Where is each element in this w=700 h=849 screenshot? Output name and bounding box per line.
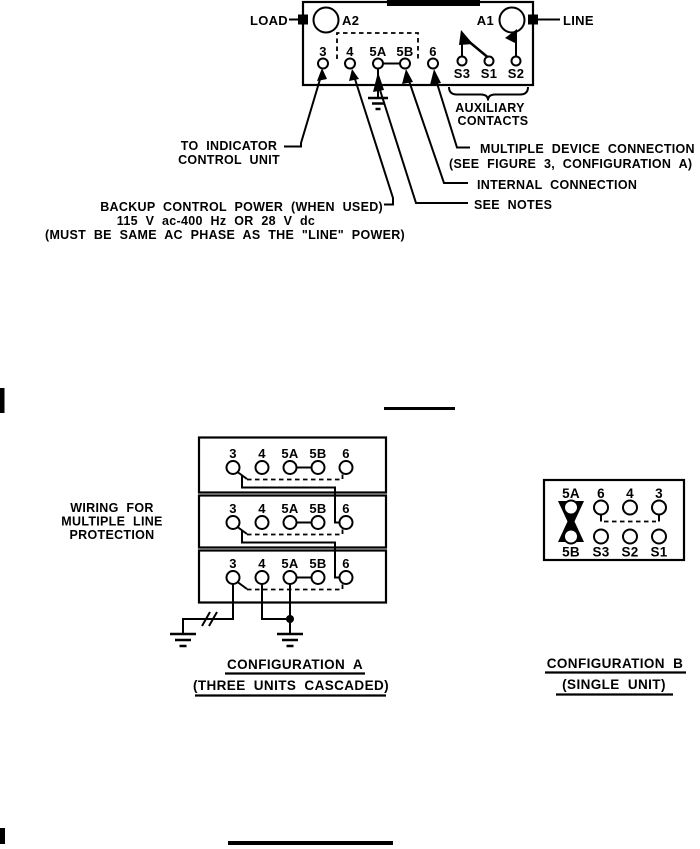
unit2-terminal-4-label: 4	[258, 501, 266, 516]
terminal-6-circle	[428, 59, 438, 69]
unit3-terminal-6-label: 6	[342, 556, 350, 571]
unit2-terminal-3-circle	[227, 516, 240, 529]
ground-symbol-right-icon	[277, 634, 303, 646]
ground-symbol-left-icon	[170, 634, 196, 646]
terminal-5b-label: 5B	[396, 44, 414, 59]
terminal-s2-label: S2	[507, 66, 525, 81]
line-arrow-icon	[528, 15, 538, 25]
terminal-s1-circle	[485, 57, 494, 66]
multiple-device-leader-arrow-icon	[430, 69, 441, 85]
unit1-terminal-5b-circle	[312, 461, 325, 474]
aux-contacts-brace	[449, 87, 528, 101]
unit1-terminal-6-label: 6	[342, 446, 350, 461]
ground-wire-from-3	[183, 584, 233, 633]
unit3-ground-wiring	[170, 584, 303, 646]
terminal-3-circle	[318, 59, 328, 69]
backup-leader-line	[354, 76, 393, 205]
configuration-b-diagram	[544, 480, 686, 695]
b-terminal-5b-label: 5B	[562, 544, 580, 560]
indicator-callout-line2: CONTROL UNIT	[178, 153, 280, 167]
unit2-terminal-5b-label: 5B	[309, 501, 327, 516]
unit3-terminal-5b-label: 5B	[309, 556, 327, 571]
unit2-terminal-3-label: 3	[229, 501, 237, 516]
b-terminal-6-circle	[594, 501, 608, 515]
unit1-terminal-5a-label: 5A	[281, 446, 299, 461]
b-terminal-4-label: 4	[626, 486, 634, 501]
unit2-terminal-5a-label: 5A	[281, 501, 299, 516]
wiring-side-label-line3: PROTECTION	[69, 528, 155, 542]
unit2-terminal-6-label: 6	[342, 501, 350, 516]
a2-label: A2	[342, 13, 360, 28]
unit3-terminal-6-circle	[340, 571, 353, 584]
b-terminal-s3-label: S3	[592, 544, 610, 560]
terminal-s3-circle	[458, 57, 467, 66]
s1-switch-blade	[467, 40, 488, 57]
terminal-6-label: 6	[429, 44, 437, 59]
b-terminal-5b-circle	[564, 530, 578, 544]
b-terminal-5a-label: 5A	[562, 486, 580, 501]
callout-texts	[45, 139, 695, 242]
unit1-terminal-5a-circle	[284, 461, 297, 474]
b-terminal-3-label: 3	[655, 486, 663, 501]
indicator-callout-line1: TO INDICATOR	[180, 139, 278, 153]
unit3-terminal-4-circle	[256, 571, 269, 584]
unit1-terminal-3-label: 3	[229, 446, 237, 461]
unit3-terminal3-tail	[238, 582, 248, 589]
cascade-unit-2	[199, 496, 386, 548]
see-notes-callout: SEE NOTES	[474, 198, 553, 212]
junction-dot	[286, 615, 294, 623]
unit3-terminal-5b-circle	[312, 571, 325, 584]
terminal-5a-label: 5A	[369, 44, 387, 59]
unit3-terminal-3-label: 3	[229, 556, 237, 571]
line-label: LINE	[563, 13, 594, 28]
multiple-device-callout-line2: (SEE FIGURE 3, CONFIGURATION A)	[449, 157, 693, 171]
b-terminal-5a-circle	[564, 501, 578, 515]
b-terminal-s2-circle	[623, 530, 637, 544]
terminal-3-label: 3	[319, 44, 327, 59]
multiple-device-callout-line1: MULTIPLE DEVICE CONNECTION	[480, 142, 695, 156]
unit1-terminal-4-label: 4	[258, 446, 266, 461]
internal-connection-callout: INTERNAL CONNECTION	[477, 178, 638, 192]
cascade-unit-1	[199, 438, 386, 493]
see-notes-leader-arrow-icon	[373, 72, 384, 92]
terminal-5b-circle	[400, 59, 410, 69]
terminal-s2-circle	[512, 57, 521, 66]
unit3-terminal-4-label: 4	[258, 556, 266, 571]
b-terminal-s3-circle	[594, 530, 608, 544]
terminal-5a-circle	[373, 59, 383, 69]
backup-power-callout-line3: (MUST BE SAME AC PHASE AS THE "LINE" POWER)	[44, 228, 406, 242]
b-terminal-6-label: 6	[597, 486, 605, 501]
unit2-terminal-5a-circle	[284, 516, 297, 529]
configuration-b-subcaption: (SINGLE UNIT)	[562, 677, 666, 692]
indicator-leader-arrow-icon	[317, 68, 327, 81]
b-terminal-s1-circle	[652, 530, 666, 544]
internal-leader-arrow-icon	[402, 69, 413, 84]
unit3-terminal-5a-circle	[284, 571, 297, 584]
cascade-unit-3	[199, 551, 386, 603]
wiring-side-label-line2: MULTIPLE LINE	[61, 514, 163, 529]
terminal-s3-label: S3	[453, 66, 471, 81]
terminal-a1-circle	[500, 8, 525, 33]
load-label: LOAD	[249, 13, 288, 28]
backup-power-callout-line2: 115 V ac-400 Hz OR 28 V dc	[116, 214, 316, 228]
configuration-a-subcaption: (THREE UNITS CASCADED)	[192, 678, 390, 693]
backup-power-callout-line1: BACKUP CONTROL POWER (WHEN USED)	[100, 200, 383, 214]
unit3-terminal-5a-label: 5A	[281, 556, 299, 571]
a1-label: A1	[476, 13, 494, 28]
b-terminal-s2-label: S2	[621, 544, 639, 560]
terminal-4-circle	[345, 59, 355, 69]
terminal-a2-circle	[314, 8, 339, 33]
aux-contacts-label-1: AUXILIARY	[455, 101, 525, 115]
b-terminal-3-circle	[652, 501, 666, 515]
unit2-terminal-4-circle	[256, 516, 269, 529]
b-terminal-s1-label: S1	[650, 544, 668, 560]
unit1-terminal-6-circle	[340, 461, 353, 474]
wiring-side-label-line1: WIRING FOR	[70, 501, 154, 515]
unit3-terminal-3-circle	[227, 571, 240, 584]
indicator-leader-line	[284, 76, 321, 147]
unit1-terminal-5b-label: 5B	[309, 446, 327, 461]
configuration-a-diagram	[61, 438, 389, 696]
page-edge-marker-bottom	[0, 828, 5, 844]
configuration-b-caption: CONFIGURATION B	[546, 656, 684, 671]
backup-leader-arrow-icon	[349, 69, 359, 81]
unit2-terminal-6-circle	[340, 516, 353, 529]
unit2-terminal-5b-circle	[312, 516, 325, 529]
b-terminal-4-circle	[623, 501, 637, 515]
terminal-4-label: 4	[346, 44, 354, 59]
device-diagram	[250, 2, 594, 128]
load-arrow-icon	[298, 15, 308, 25]
aux-contacts-label-2: CONTACTS	[457, 114, 529, 128]
terminal-s1-label: S1	[480, 66, 498, 81]
configuration-a-caption: CONFIGURATION A	[227, 657, 363, 672]
callout-leaders	[284, 68, 470, 205]
unit1-terminal-4-circle	[256, 461, 269, 474]
unit1-terminal-3-circle	[227, 461, 240, 474]
page-edge-marker-top	[0, 388, 5, 413]
